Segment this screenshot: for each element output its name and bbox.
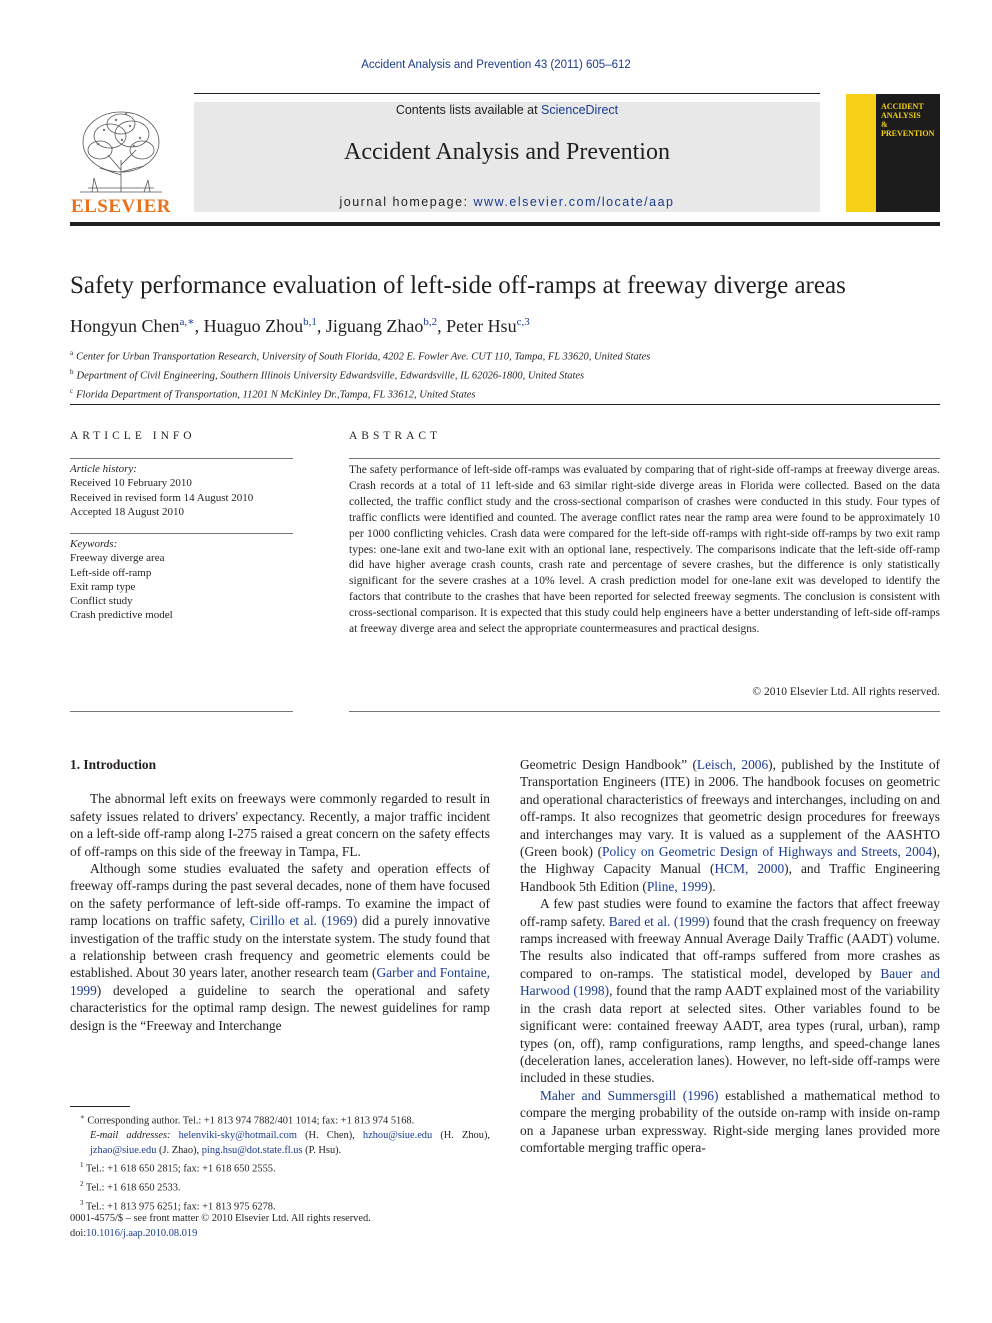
footnote-text: Tel.: +1 618 650 2533. <box>85 1182 181 1194</box>
body-text: established a mathematical method to compare the merging probability of the outside on-ramp with inside on-ramp on a Japanese urban expressway. Right-side merging lanes provided more comfortable merging traffic opera- <box>520 1087 941 1155</box>
citation-link[interactable]: Policy on Geometric Design of Highways and Streets, 2004 <box>602 844 933 860</box>
journal-citation[interactable]: Accident Analysis and Prevention 43 (2011) 605–612 <box>361 59 631 71</box>
article-history <box>70 462 293 519</box>
history-item: Received 10 February 2010 <box>70 477 192 490</box>
citation-link[interactable]: HCM, 2000 <box>714 861 785 877</box>
keyword: Crash predictive model <box>70 609 173 622</box>
body-text: Although some studies evaluated the safety and operation effects of freeway off-ramps during the past several decades, none of them have focused on the safety performance of left-side off-ramps. To examine the impact of ramp locations on traffic safety, <box>70 861 490 929</box>
citation-link[interactable]: Bauer and Harwood (1998) <box>520 965 941 999</box>
header-thick-rule <box>70 222 940 226</box>
email-link[interactable]: ping.hsu@dot.state.fl.us <box>201 1144 303 1156</box>
affiliation <box>70 365 650 384</box>
footnote-mark: 1 <box>80 1161 84 1170</box>
footnote <box>70 1177 490 1196</box>
footnote-text: Tel.: +1 618 650 2815; fax: +1 618 650 2555. <box>85 1163 276 1175</box>
keyword: Freeway diverge area <box>70 552 165 565</box>
sciencedirect-link[interactable]: ScienceDirect <box>541 103 619 117</box>
body-text: ). <box>707 878 716 894</box>
author-name: Hongyun Chen <box>70 316 180 336</box>
abstract-copyright: © 2010 Elsevier Ltd. All rights reserved. <box>752 686 940 698</box>
body-paragraph <box>520 756 940 895</box>
email-owner: (H. Zhou), <box>432 1130 490 1142</box>
contents-line <box>194 103 820 117</box>
author-name: Jiguang Zhao <box>325 316 424 336</box>
email-owner: (H. Chen), <box>296 1130 363 1142</box>
keywords <box>70 537 293 623</box>
homepage-prefix: journal homepage: <box>339 195 474 209</box>
body-text: Geometric Design Handbook” ( <box>520 757 697 772</box>
history-label: Article history: <box>70 463 137 475</box>
cover-strip <box>846 94 876 212</box>
body-paragraph: The abnormal left exits on freeways were commonly regarded to result in safety issues related to drivers' expectancy. Recently, a major traffic incident on a left-side off-ramp along I-275 raised a great concern on the safety effects of off-ramps on this side of the freeway in Tampa, FL. <box>70 791 490 859</box>
body-text: A few past studies were found to examine the factors that affect freeway off-ramp safety. <box>520 896 940 929</box>
cover-title-line: ACCIDENT <box>881 102 924 111</box>
keyword: Exit ramp type <box>70 580 136 593</box>
footnote-rule <box>70 1106 130 1107</box>
affiliation-text: Florida Department of Transportation, 11201 N McKinley Dr.,Tampa, FL 33612, United States <box>76 389 476 401</box>
cover-title-line: ANALYSIS <box>881 111 921 120</box>
homepage-line <box>194 195 820 209</box>
history-item: Received in revised form 14 August 2010 <box>70 491 254 504</box>
email-link[interactable]: hzhou@siue.edu <box>362 1130 433 1142</box>
cover-title-line: PREVENTION <box>881 129 935 138</box>
body-text: , found that the ramp AADT explained most of the variability in the crash data report at selected sites. Other variables found to be significant were: contained freeway AADT, area types (rural, urban), ramp types (on, off), ramp configurations, ramp lengths, and speed-change lanes (deceleration lanes, acceleration lanes). However, no left-side off-ramps were included in these studies. <box>520 983 940 1086</box>
header-rule <box>194 93 820 94</box>
affiliation-mark: b <box>70 368 74 376</box>
history-item: Accepted 18 August 2010 <box>70 505 184 518</box>
body-left-column <box>70 756 490 1034</box>
affiliation-mark: c <box>70 387 74 395</box>
citation-link[interactable]: Bared et al. (1999) <box>608 913 710 929</box>
author-affiliation-mark[interactable]: c,3 <box>516 316 530 328</box>
keyword: Left-side off-ramp <box>70 566 152 579</box>
affiliation <box>70 384 650 403</box>
footnote-mark: 2 <box>80 1180 84 1189</box>
email-link[interactable]: jzhao@siue.edu <box>90 1144 157 1156</box>
affiliation-rule <box>70 404 940 405</box>
citation-link[interactable]: Garber and Fontaine, 1999 <box>70 965 490 998</box>
body-paragraph <box>70 860 490 1034</box>
body-right-column <box>520 756 940 1156</box>
citation-link[interactable]: Pline, 1999 <box>646 878 708 894</box>
issn-line: 0001-4575/$ – see front matter © 2010 Elsevier Ltd. All rights reserved. <box>70 1213 371 1224</box>
footnote-mark: 3 <box>80 1199 84 1208</box>
body-text: did a purely innovative investigation of the traffic study on the interstate system. The study found that a relationship between crash frequency and geometric elements could be established. About 30 years later, another research team ( <box>70 913 490 981</box>
affiliation-text: Center for Urban Transportation Research, University of South Florida, 4202 E. Fowler Ave. CUT 110, Tampa, FL 33620, United States <box>76 351 651 363</box>
email-owner: (J. Zhao), <box>156 1144 202 1156</box>
footnote <box>70 1158 490 1177</box>
citation-link[interactable]: Maher and Summersgill (1996) <box>540 1087 719 1103</box>
footnote-text: Corresponding author. Tel.: +1 813 974 7882/401 1014; fax: +1 813 974 5168. <box>87 1115 415 1127</box>
article-info-rule <box>70 458 293 459</box>
section-heading: 1. Introduction <box>70 757 157 772</box>
affiliation-text: Department of Civil Engineering, Southern Illinois University Edwardsville, Edwardsville, IL 62026-1800, United States <box>76 370 585 382</box>
body-text: ), the Highway Capacity Manual ( <box>520 844 940 877</box>
article-info-heading: ARTICLE INFO <box>70 430 196 442</box>
abstract-heading: ABSTRACT <box>349 430 442 442</box>
affiliation <box>70 346 650 365</box>
body-text: ), and Traffic Engineering Handbook 5th Edition ( <box>520 861 940 894</box>
article-info-bottom-rule <box>70 711 293 712</box>
citation-link[interactable]: Leisch, 2006 <box>696 757 769 772</box>
journal-cover-image[interactable] <box>846 94 940 212</box>
doi-prefix: doi: <box>70 1228 87 1239</box>
abstract-text: The safety performance of left-side off-ramps was evaluated by comparing that of right-side off-ramps at freeway diverge areas. Crash records at a total of 11 left-side and 63 similar right-side diverge areas in Florida were collected. Based on the data collected, the traffic conflict study and the cross-sectional comparison of crashes were conducted in this study. Four types of traffic conflicts were identified and counted. The average conflict rates near the ramp area were found to be approximately 10 per 1000 conflicting vehicles. Crash data were compared for the left-side off-ramps with right-side off-ramps by two exit ramp types: one-lane exit and two-lane exit with an optional lane, respectively. The comparisons indicate that the left-side off-ramp did have higher average crash counts, crash rate and percentage of severe crashes, but the difference is only statistically significant for the severe crashes at a 10% level. A crash prediction model for one-lane exit was developed to identify the factors that contribute to the crashes that have been reported for selected freeway segments. The conclusion is consistent with cross-sectional comparison. It is expected that this study could help engineers have a better understanding of left-side off-ramps at freeway diverge area and select the appropriate countermeasures and practical designs. <box>349 464 940 636</box>
email-owner: (P. Hsu). <box>302 1144 342 1156</box>
email-label: E-mail addresses: <box>90 1130 171 1142</box>
homepage-link[interactable]: www.elsevier.com/locate/aap <box>473 195 675 209</box>
body-text: ), published by the Institute of Transportation Engineers (ITE) in 2006. The handbook focuses on geometric and operational characteristics of freeways and interchanges, including on and off-ramps. It also recognizes that geometric design procedures for freeways and interchanges may vary. It is valued as a supplement of the AASHTO (Green book) ( <box>520 757 940 860</box>
contents-prefix: Contents lists available at <box>395 103 542 117</box>
doi-line <box>70 1226 490 1241</box>
author-affiliation-mark[interactable]: b,1 <box>303 316 317 328</box>
doi-link[interactable]: 10.1016/j.aap.2010.08.019 <box>86 1228 198 1239</box>
body-text: found that the crash frequency on freeway ramps increased with freeway Annual Average Daily Traffic (AADT) volume. The results also indicated that off-ramps suffered from more crashes as compared to on-ramps. The statistical model, developed by <box>520 913 941 981</box>
cover-title-line: & <box>881 120 888 129</box>
footnote-corresponding <box>70 1110 490 1129</box>
affiliation-mark: a <box>70 349 74 357</box>
email-link[interactable]: helenviki-sky@hotmail.com <box>178 1130 297 1142</box>
author-name: Peter Hsu <box>446 316 517 336</box>
footnotes <box>70 1110 490 1215</box>
paper-title: Safety performance evaluation of left-side off-ramps at freeway diverge areas <box>70 272 846 299</box>
abstract-bottom-rule <box>349 711 940 712</box>
keywords-rule <box>70 533 293 534</box>
footnote-mark: ∗ <box>80 1113 85 1121</box>
author-name: Huaguo Zhou <box>203 316 304 336</box>
abstract-rule <box>349 458 940 459</box>
body-paragraph <box>520 1087 940 1157</box>
affiliations <box>70 346 650 403</box>
footnote-text: Tel.: +1 813 975 6251; fax: +1 813 975 6278. <box>85 1201 276 1213</box>
front-matter <box>70 1211 490 1241</box>
citation-link[interactable]: Cirillo et al. (1969) <box>249 913 358 929</box>
keyword: Conflict study <box>70 595 133 608</box>
cover-title <box>881 102 934 138</box>
author-affiliation-mark[interactable]: b,2 <box>423 316 438 328</box>
body-text: ) developed a guideline to search the operational and safety characteristics for the optimal ramp design. The newest guidelines for ramp design is the “Freeway and Interchange <box>70 982 490 1033</box>
author-affiliation-mark[interactable]: a,∗ <box>179 316 195 328</box>
journal-title: Accident Analysis and Prevention <box>344 139 670 165</box>
keywords-label: Keywords: <box>70 538 118 550</box>
publisher-logo-text: ELSEVIER <box>70 196 172 217</box>
footnote-emails <box>70 1129 490 1158</box>
author-list: Hongyun Chen$^{a,∗}$, Huaguo Zhou$^{b,1}$, Jiguang Zhao$^{b,2}$, Peter Hsu$^{c,3}$ <box>70 316 530 336</box>
body-paragraph <box>520 895 940 1086</box>
